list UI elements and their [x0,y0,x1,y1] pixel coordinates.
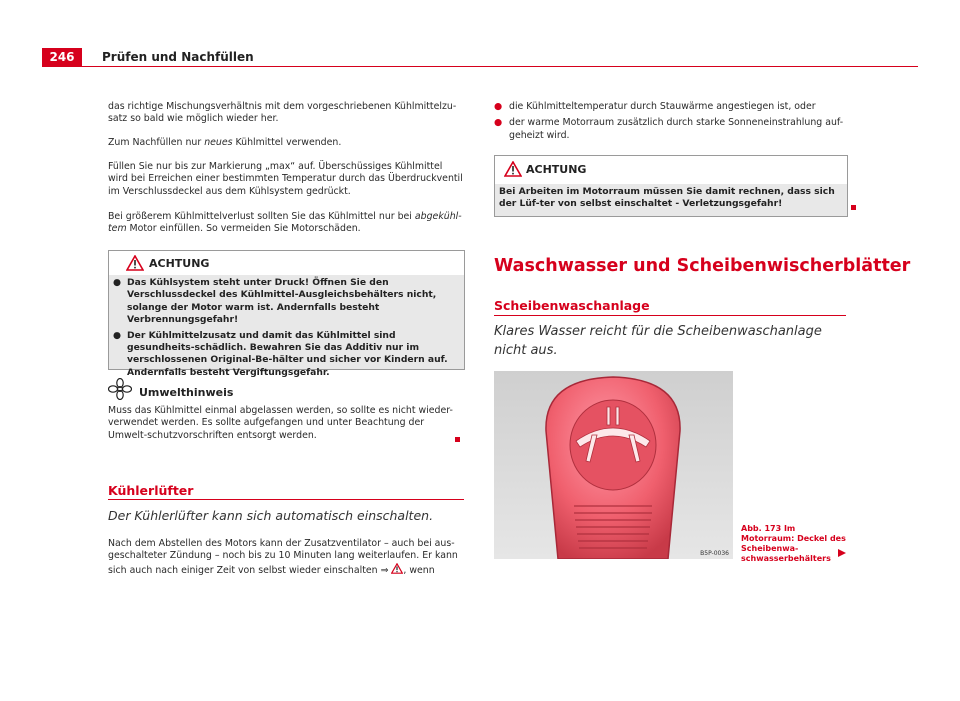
figure-code: B5P-0036 [700,550,729,557]
p3-text: Füllen Sie nur bis zur Markierung „max“ auf. Überschüssiges Kühlmittel wird bei Erreichen einer bestimmten Temperatur durch das Überdruckventil im Verschlussdeckel aus dem Kühlsystem gedrückt. [108,161,463,197]
paragraph-max [108,161,464,198]
list-item: ● der warme Motorraum zusätzlich durch starke Sonneneinstrahlung auf-geheizt wird. [494,117,844,141]
flower-icon [108,378,132,400]
bullet-list [494,101,846,142]
continue-arrow-icon [838,549,846,557]
end-mark [851,205,856,210]
fan-lead: Der Kühlerlüfter kann sich automatisch einschalten. [108,508,434,523]
p4-pre: Bei größerem Kühlmittelverlust sollten Sie das Kühlmittel nur bei [108,211,415,222]
p2-pre: Zum Nachfüllen nur [108,137,205,148]
env-title: Umwelthinweis [139,386,234,399]
section-title: Waschwasser und Scheibenwischerblätter [494,256,911,276]
warning-header [495,156,847,178]
warning-header [109,251,464,273]
end-mark [455,437,460,442]
subsection-rule [494,315,846,316]
page-number: 246 [42,48,82,67]
fan-text: Nach dem Abstellen des Motors kann der Zusatzventilator – auch bei aus-geschalteter Zündung – noch bis zu 10 Minuten lang weiterlaufen. Er kann sich auch nach einiger Zeit von selbst wieder einschalten ⇒ , wenn [108,538,458,576]
warning-title: ACHTUNG [149,257,210,270]
warning-triangle-icon [504,161,522,177]
running-header-title: Prüfen und Nachfüllen [102,50,254,64]
warning-body: Bei Arbeiten im Motorraum müssen Sie damit rechnen, dass sich der Lüf-ter von selbst einschaltet - Verletzungsgefahr! [495,184,847,216]
paragraph-refill [108,137,464,149]
figure-caption: Abb. 173 Im Motorraum: Deckel des Scheibenwa-schwasserbehälters [741,524,846,563]
p4-em: abgekühl-tem [108,211,462,235]
warning-triangle-icon [126,255,144,271]
warning-box-coolant [108,250,465,378]
p1-text: das richtige Mischungsverhältnis mit dem vorgeschriebenen Kühlmittelzu-satz so bald wie möglich wieder her. [108,101,457,125]
warning-item: ● Das Kühlsystem steht unter Druck! Öffnen Sie den Verschlussdeckel des Kühlmittel-Ausgleichsbehälters nicht, solange der Motor warm ist. Andernfalls besteht Verbrennungsgefahr! [113,277,437,326]
subsection-title: Scheibenwaschanlage [494,298,650,313]
p2-post: Kühlmittel verwenden. [232,137,342,148]
header-rule [82,66,918,67]
fan-title-rule [108,499,464,500]
list-item: ● die Kühlmitteltemperatur durch Stauwärme angestiegen ist, oder [494,101,816,112]
warning-item: ● Der Kühlmittelzusatz und damit das Kühlmittel sind gesundheits-schädlich. Bewahren Sie das Additiv nur im verschlossenen Original-Be-hälter und sicher vor Kindern auf. Andernfalls besteht Vergiftungsgefahr. [113,329,448,378]
figure-image [494,371,733,559]
warning-box-fan [494,155,848,217]
washer-cap-illustration [494,371,733,559]
washer-lead: Klares Wasser reicht für die Scheibenwaschanlage nicht aus. [494,324,822,358]
paragraph-loss [108,211,464,236]
warning-body [109,275,464,378]
warning-ref-icon[interactable] [391,563,403,574]
env-text: Muss das Kühlmittel einmal abgelassen werden, so sollte es nicht wieder-verwendet werden. Es sollte aufgefangen und unter Beachtung der Umwelt-schutzvorschriften entsorgt werden. [108,405,453,441]
warning-title: ACHTUNG [526,163,587,176]
p4-post: Motor einfüllen. So vermeiden Sie Motorschäden. [126,223,361,235]
paragraph-mixing [108,101,464,126]
p2-em: neues [204,137,233,148]
fan-section-title: Kühlerlüfter [108,483,194,498]
